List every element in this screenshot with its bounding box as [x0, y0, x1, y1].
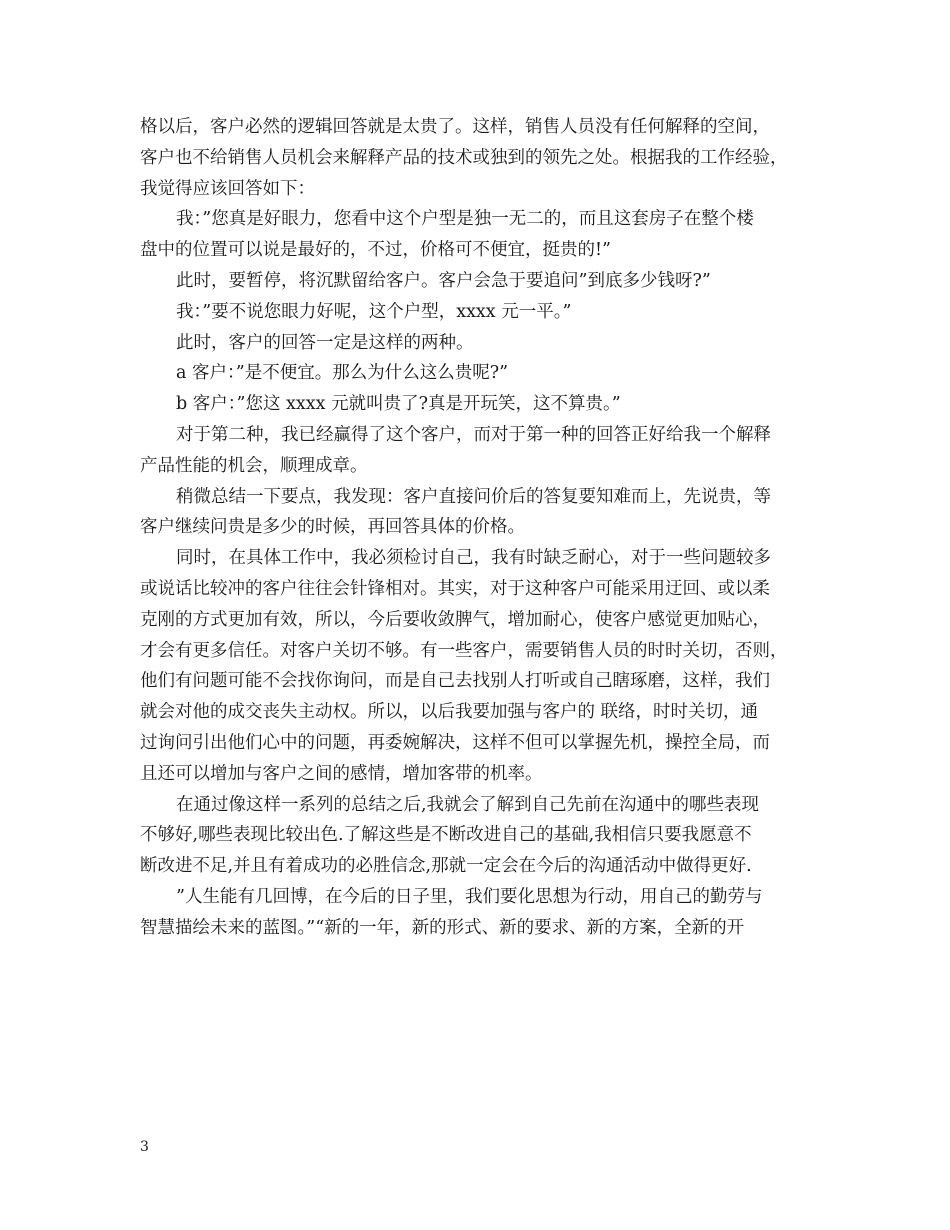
text-line: b 客户：”您这 xxxx 元就叫贵了?真是开玩笑，这不算贵。” [176, 394, 621, 415]
text-line: 或说话比较冲的客户往往会针锋相对。其实，对于这种客户可能采用迂回、或以柔 [140, 578, 770, 599]
text-line: 他们有问题可能不会找你询问，而是自己去找别人打听或自己瞎琢磨，这样，我们 [140, 671, 770, 692]
text-line: 客户也不给销售人员机会来解释产品的技术或独到的领先之处。根据我的工作经验， [140, 147, 788, 168]
page-number: 3 [140, 1139, 149, 1155]
body-text [140, 112, 830, 944]
text-line: 且还可以增加与客户之间的感情，增加客带的机率。 [140, 763, 543, 784]
text-line: 智慧描绘未来的蓝图。”“新的一年，新的形式、新的要求、新的方案，全新的开 [140, 917, 745, 938]
text-line: 我：”要不说您眼力好呢，这个户型，xxxx 元一平。” [176, 301, 572, 322]
text-line: 我觉得应该回答如下： [140, 178, 315, 199]
text-line: 克刚的方式更加有效，所以，今后要收敛脾气，增加耐心，使客户感觉更加贴心， [140, 609, 770, 630]
text-line: 对于第二种，我已经赢得了这个客户，而对于第一种的回答正好给我一个解释 [176, 424, 771, 445]
text-line: 同时，在具体工作中，我必须检讨自己，我有时缺乏耐心，对于一些问题较多 [176, 548, 771, 569]
text-line: 不够好,哪些表现比较出色.了解这些是不断改进自己的基础,我相信只要我愿意不 [140, 825, 752, 846]
text-line: ”人生能有几回博，在今后的日子里，我们要化思想为行动，用自己的勤劳与 [176, 886, 763, 907]
text-line: 就会对他的成交丧失主动权。所以，以后我要加强与客户的 联络，时时关切，通 [140, 702, 759, 723]
text-line: 过询问引出他们心中的问题，再委婉解决，这样不但可以掌握先机，操控全局，而 [140, 732, 770, 753]
text-line: 格以后，客户必然的逻辑回答就是太贵了。这样，销售人员没有任何解释的空间， [140, 117, 770, 137]
text-line: 此时，要暂停，将沉默留给客户。客户会急于要追问”到底多少钱呀?” [176, 270, 711, 291]
text-line: 产品性能的机会，顺理成章。 [140, 455, 368, 476]
text-line: 在通过像这样一系列的总结之后,我就会了解到自己先前在沟通中的哪些表现 [176, 794, 760, 815]
text-line: 才会有更多信任。对客户关切不够。有一些客户，需要销售人员的时时关切，否则， [140, 640, 788, 661]
text-line: 客户继续问贵是多少的时候，再回答具体的价格。 [140, 517, 525, 538]
text-line: 盘中的位置可以说是最好的，不过，价格可不便宜，挺贵的!” [140, 240, 611, 261]
text-line: a 客户：”是不便宜。那么为什么这么贵呢?” [176, 363, 509, 384]
text-line: 稍微总结一下要点，我发现：客户直接问价后的答复要知难而上，先说贵，等 [176, 486, 771, 507]
text-line: 此时，客户的回答一定是这样的两种。 [176, 332, 474, 353]
text-line: 断改进不足,并且有着成功的必胜信念,那就一定会在今后的沟通活动中做得更好. [140, 856, 752, 877]
text-line: 我：”您真是好眼力，您看中这个户型是独一无二的，而且这套房子在整个楼 [176, 209, 754, 230]
